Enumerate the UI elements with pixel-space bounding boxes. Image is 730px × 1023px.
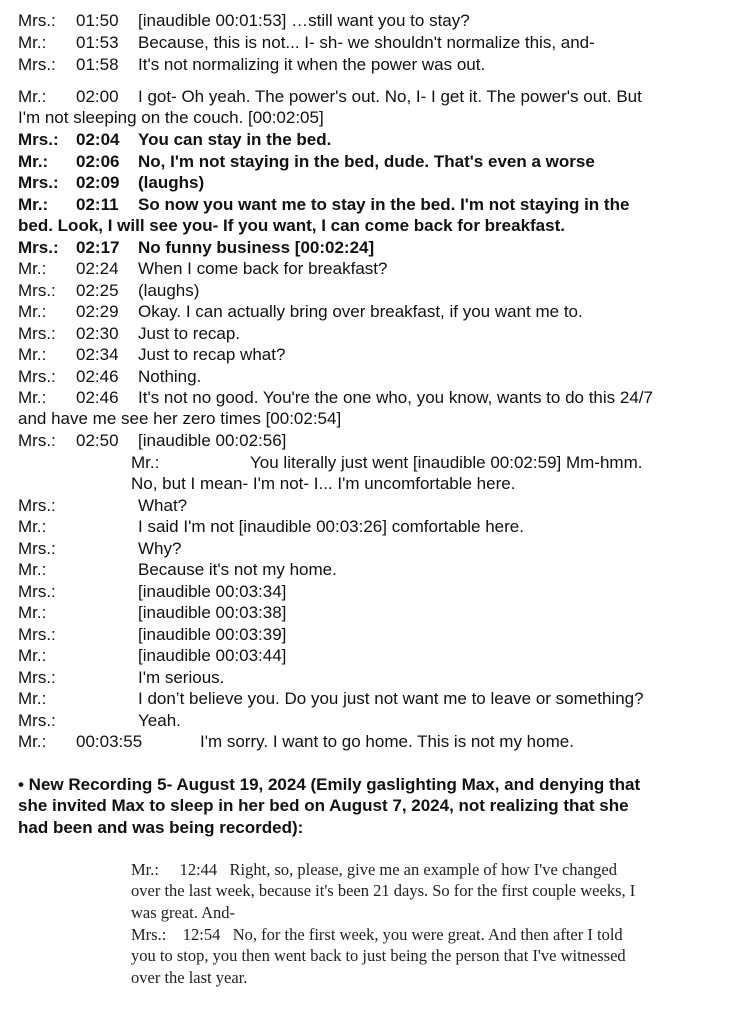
timestamp: 02:46 (76, 367, 119, 386)
speaker-label: Mrs.: (18, 324, 56, 343)
utterance-text: No, I'm not staying in the bed, dude. That's even a worse (138, 152, 595, 171)
speaker-label: Mrs.: (18, 582, 56, 601)
excerpt-line: you to stop, you then went back to just being the person that I've witnessed (131, 946, 626, 965)
utterance-text: Okay. I can actually bring over breakfast, if you want me to. (138, 302, 583, 321)
timestamp: 02:25 (76, 281, 119, 300)
excerpt-line: over the last week, because it's been 21 days. So for the first couple weeks, I (131, 881, 636, 900)
speaker-label: Mr.: (18, 689, 47, 708)
timestamp: 02:04 (76, 130, 120, 149)
timestamp: 00:03:55 (76, 732, 143, 751)
excerpt-line: Mr.: 12:44 Right, so, please, give me an example of how I've changed (131, 860, 617, 879)
utterance-text: Because, this is not... I- sh- we shouldn't normalize this, and- (138, 33, 595, 52)
speaker-label: Mr.: (18, 87, 47, 106)
speaker-label: Mrs.: (18, 431, 56, 450)
utterance-text: I got- Oh yeah. The power's out. No, I- I get it. The power's out. But (138, 87, 642, 106)
speaker-label: Mrs.: (18, 281, 56, 300)
utterance-text: (laughs) (138, 281, 200, 300)
utterance-text: Just to recap. (138, 324, 241, 343)
utterance-text: I said I'm not [inaudible 00:03:26] comfortable here. (138, 517, 524, 536)
speaker-label: Mr.: (18, 646, 47, 665)
speaker-label: Mrs.: (18, 173, 59, 192)
utterance-text: No funny business [00:02:24] (138, 238, 375, 257)
timestamp: 02:17 (76, 238, 120, 257)
utterance-continuation: No, but I mean- I'm not- I... I'm uncomfortable here. (131, 474, 516, 493)
speaker-label: Mr.: (18, 603, 47, 622)
speaker-label: Mr.: (18, 517, 47, 536)
heading-line: • New Recording 5- August 19, 2024 (Emily gaslighting Max, and denying that (18, 775, 641, 794)
timestamp: 02:46 (76, 388, 119, 407)
utterance-text: What? (138, 496, 188, 515)
excerpt-line: was great. And- (131, 903, 236, 922)
speaker-label: Mr.: (18, 345, 47, 364)
utterance-text: Just to recap what? (138, 345, 286, 364)
utterance-text: [inaudible 00:03:39] (138, 625, 287, 644)
timestamp: 02:29 (76, 302, 119, 321)
timestamp: 01:50 (76, 11, 119, 30)
utterance-text: (laughs) (138, 173, 205, 192)
utterance-text: Why? (138, 539, 182, 558)
utterance-text: Yeah. (138, 711, 181, 730)
utterance-text: You literally just went [inaudible 00:02:59] Mm-hmm. (250, 453, 643, 472)
excerpt-line: over the last year. (131, 968, 248, 987)
speaker-label: Mr.: (18, 732, 47, 751)
utterance-text: It's not normalizing it when the power was out. (138, 55, 486, 74)
speaker-label: Mr.: (131, 453, 160, 472)
speaker-label: Mr.: (18, 152, 49, 171)
timestamp: 02:30 (76, 324, 119, 343)
speaker-label: Mr.: (18, 259, 47, 278)
utterance-text: Because it's not my home. (138, 560, 337, 579)
utterance-text: So now you want me to stay in the bed. I'm not staying in the (138, 195, 630, 214)
excerpt-line: Mrs.: 12:54 No, for the first week, you were great. And then after I told (131, 925, 623, 944)
speaker-label: Mrs.: (18, 238, 59, 257)
speaker-label: Mr.: (18, 388, 47, 407)
timestamp: 02:00 (76, 87, 119, 106)
speaker-label: Mrs.: (18, 55, 56, 74)
timestamp: 02:34 (76, 345, 119, 364)
speaker-label: Mr.: (18, 33, 47, 52)
speaker-label: Mrs.: (18, 130, 59, 149)
utterance-text: [inaudible 00:03:38] (138, 603, 287, 622)
utterance-continuation: and have me see her zero times [00:02:54] (18, 409, 342, 428)
timestamp: 01:58 (76, 55, 119, 74)
speaker-label: Mrs.: (18, 711, 56, 730)
timestamp: 02:50 (76, 431, 119, 450)
utterance-text: I'm sorry. I want to go home. This is not my home. (200, 732, 574, 751)
timestamp: 02:24 (76, 259, 119, 278)
heading-line: she invited Max to sleep in her bed on August 7, 2024, not realizing that she (18, 796, 629, 815)
heading-line: had been and was being recorded): (18, 818, 304, 837)
utterance-text: [inaudible 00:02:56] (138, 431, 287, 450)
utterance-text: When I come back for breakfast? (138, 259, 388, 278)
timestamp: 02:11 (76, 195, 119, 214)
timestamp: 02:06 (76, 152, 120, 171)
utterance-text: [inaudible 00:03:34] (138, 582, 287, 601)
speaker-label: Mrs.: (18, 496, 56, 515)
utterance-text: [inaudible 00:03:44] (138, 646, 287, 665)
timestamp: 01:53 (76, 33, 119, 52)
utterance-text: I'm serious. (138, 668, 225, 687)
speaker-label: Mrs.: (18, 11, 56, 30)
utterance-text: It's not no good. You're the one who, you know, wants to do this 24/7 (138, 388, 653, 407)
speaker-label: Mrs.: (18, 539, 56, 558)
utterance-text: I don’t believe you. Do you just not want me to leave or something? (138, 689, 644, 708)
speaker-label: Mr.: (18, 560, 47, 579)
speaker-label: Mr.: (18, 302, 47, 321)
utterance-continuation: bed. Look, I will see you- If you want, I can come back for breakfast. (18, 216, 565, 235)
utterance-text: Nothing. (138, 367, 202, 386)
utterance-text: You can stay in the bed. (138, 130, 332, 149)
speaker-label: Mrs.: (18, 625, 56, 644)
utterance-continuation: I'm not sleeping on the couch. [00:02:05] (18, 108, 324, 127)
timestamp: 02:09 (76, 173, 120, 192)
utterance-text: [inaudible 00:01:53] …still want you to stay? (138, 11, 470, 30)
speaker-label: Mrs.: (18, 367, 56, 386)
speaker-label: Mrs.: (18, 668, 56, 687)
speaker-label: Mr.: (18, 195, 49, 214)
